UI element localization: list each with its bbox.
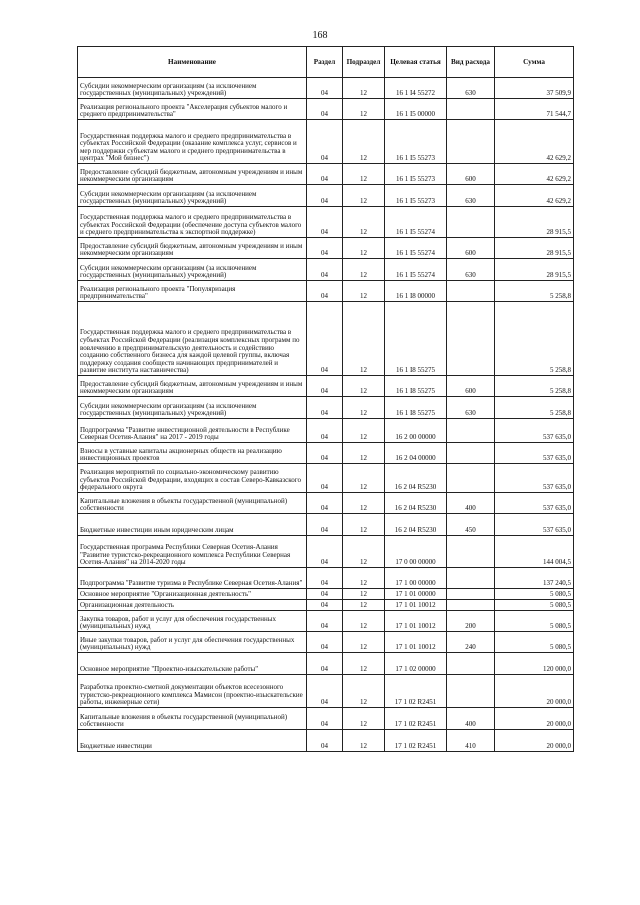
row-name: Основное мероприятие "Организационная деятельность" [78,589,307,600]
row-expense-type [447,589,495,600]
row-podrazdel: 12 [343,259,385,281]
row-expense-type [447,600,495,611]
row-expense-type [447,675,495,708]
row-target-article: 16 1 I8 55275 [385,376,447,397]
row-target-article: 16 2 04 R5230 [385,514,447,536]
row-razdel: 04 [307,536,343,568]
row-razdel: 04 [307,397,343,419]
row-podrazdel: 12 [343,730,385,752]
row-razdel: 04 [307,302,343,376]
row-razdel: 04 [307,708,343,730]
table-row [78,397,574,419]
row-razdel: 04 [307,419,343,443]
header-name: Наименование [78,47,307,78]
row-name: Иные закупки товаров, работ и услуг для обеспечения государственных (муниципальных) нужд [78,632,307,653]
row-podrazdel: 12 [343,464,385,493]
table-row [78,536,574,568]
row-name: Капитальные вложения в объекты государственной (муниципальной) собственности [78,493,307,514]
row-podrazdel: 12 [343,207,385,238]
row-name: Организационная деятельность [78,600,307,611]
row-expense-type: 410 [447,730,495,752]
row-target-article: 16 1 I5 55273 [385,164,447,185]
row-sum: 537 635,0 [495,464,574,493]
row-razdel: 04 [307,185,343,207]
row-podrazdel: 12 [343,632,385,653]
table-row [78,302,574,376]
row-podrazdel: 12 [343,376,385,397]
row-target-article: 16 2 04 R5230 [385,493,447,514]
row-razdel: 04 [307,238,343,259]
row-sum: 144 004,5 [495,536,574,568]
header-razdel: Раздел [307,47,343,78]
row-razdel: 04 [307,120,343,164]
row-podrazdel: 12 [343,653,385,675]
row-name: Реализация регионального проекта "Акселерация субъектов малого и среднего предпринимательства" [78,99,307,120]
row-razdel: 04 [307,281,343,302]
row-name: Реализация регионального проекта "Популяризация предпринимательства" [78,281,307,302]
row-sum: 137 240,5 [495,568,574,589]
row-target-article: 16 1 I8 55275 [385,302,447,376]
row-name: Государственная поддержка малого и среднего предпринимательства в субъектах Российской Федерации (оказание комплекса услуг, сервисов и мер поддержки субъектам малого и среднего предпринимательства в центрах "Мой бизнес") [78,120,307,164]
page-number: 168 [312,30,328,41]
row-expense-type [447,99,495,120]
row-expense-type: 240 [447,632,495,653]
table-row [78,238,574,259]
row-target-article: 17 1 01 10012 [385,632,447,653]
row-target-article: 17 1 01 10012 [385,611,447,632]
table-row [78,78,574,99]
row-sum: 5 258,8 [495,302,574,376]
row-podrazdel: 12 [343,589,385,600]
row-podrazdel: 12 [343,443,385,464]
row-sum: 537 635,0 [495,419,574,443]
row-target-article: 17 1 01 10012 [385,600,447,611]
row-podrazdel: 12 [343,675,385,708]
table-row [78,514,574,536]
row-podrazdel: 12 [343,185,385,207]
row-sum: 28 915,5 [495,238,574,259]
row-name: Бюджетные инвестиции [78,730,307,752]
row-podrazdel: 12 [343,397,385,419]
row-sum: 537 635,0 [495,443,574,464]
row-razdel: 04 [307,653,343,675]
row-sum: 5 258,8 [495,281,574,302]
row-sum: 5 080,5 [495,589,574,600]
row-expense-type [447,120,495,164]
header-podrazdel: Подраздел [343,47,385,78]
row-target-article: 16 1 I8 00000 [385,281,447,302]
row-name: Государственная поддержка малого и среднего предпринимательства в субъектах Российской Федерации (реализация комплексных программ по вовлечению в предпринимательскую деятельность и содействию созданию собственного бизнеса для каждой целевой группы, включая поддержку создания сообществ начинающих предпринимателей и развитие института наставничества) [78,302,307,376]
row-target-article: 16 1 I5 00000 [385,99,447,120]
row-name: Субсидии некоммерческим организациям (за исключением государственных (муниципальных) учреждений) [78,259,307,281]
table-row [78,259,574,281]
row-target-article: 16 1 I5 55274 [385,238,447,259]
row-razdel: 04 [307,376,343,397]
row-target-article: 16 2 04 R5230 [385,464,447,493]
table-row [78,99,574,120]
row-expense-type [447,464,495,493]
row-sum: 20 000,0 [495,675,574,708]
row-expense-type: 630 [447,259,495,281]
row-sum: 20 000,0 [495,730,574,752]
row-sum: 42 629,2 [495,185,574,207]
table-row [78,611,574,632]
row-podrazdel: 12 [343,281,385,302]
row-target-article: 17 1 02 R2451 [385,675,447,708]
row-sum: 537 635,0 [495,493,574,514]
row-name: Субсидии некоммерческим организациям (за исключением государственных (муниципальных) учреждений) [78,78,307,99]
table-header-row [78,47,574,78]
row-name: Реализация мероприятий по социально-экономическому развитию субъектов Российской Федерации, входящих в состав Северо-Кавказского федерального округа [78,464,307,493]
row-podrazdel: 12 [343,120,385,164]
row-name: Разработка проектно-сметной документации объектов всесезонного туристско-рекреационного комплекса Мамисон (проектно-изыскательские работы, инженерные сети) [78,675,307,708]
row-podrazdel: 12 [343,600,385,611]
row-target-article: 17 1 02 R2451 [385,730,447,752]
row-target-article: 17 0 00 00000 [385,536,447,568]
table-row [78,164,574,185]
row-name: Субсидии некоммерческим организациям (за исключением государственных (муниципальных) учреждений) [78,185,307,207]
row-razdel: 04 [307,589,343,600]
row-sum: 28 915,5 [495,259,574,281]
row-podrazdel: 12 [343,78,385,99]
row-target-article: 17 1 01 00000 [385,589,447,600]
row-sum: 5 258,8 [495,397,574,419]
row-sum: 42 629,2 [495,120,574,164]
table-row [78,443,574,464]
row-sum: 42 629,2 [495,164,574,185]
row-razdel: 04 [307,443,343,464]
row-sum: 120 000,0 [495,653,574,675]
row-sum: 5 080,5 [495,611,574,632]
row-expense-type: 450 [447,514,495,536]
row-razdel: 04 [307,730,343,752]
row-name: Предоставление субсидий бюджетным, автономным учреждениям и иным некоммерческим организациям [78,376,307,397]
row-expense-type [447,302,495,376]
row-name: Бюджетные инвестиции иным юридическим лицам [78,514,307,536]
row-sum: 5 258,8 [495,376,574,397]
row-razdel: 04 [307,78,343,99]
row-name: Подпрограмма "Развитие туризма в Республике Северная Осетия-Алания" [78,568,307,589]
row-sum: 5 080,5 [495,600,574,611]
row-name: Капитальные вложения в объекты государственной (муниципальной) собственности [78,708,307,730]
table-row [78,653,574,675]
row-target-article: 16 1 I5 55274 [385,259,447,281]
table-row [78,600,574,611]
row-name: Государственная программа Республики Северная Осетия-Алания "Развитие туристско-рекреационного комплекса Республики Северная Осетия-Алания" на 2014-2020 годы [78,536,307,568]
row-razdel: 04 [307,493,343,514]
table-row [78,464,574,493]
row-razdel: 04 [307,568,343,589]
table-row [78,120,574,164]
row-podrazdel: 12 [343,536,385,568]
row-razdel: 04 [307,99,343,120]
row-target-article: 17 1 02 00000 [385,653,447,675]
row-podrazdel: 12 [343,611,385,632]
row-target-article: 16 2 04 00000 [385,443,447,464]
table-row [78,675,574,708]
row-podrazdel: 12 [343,568,385,589]
budget-table [77,46,574,752]
row-sum: 71 544,7 [495,99,574,120]
row-target-article: 16 1 I5 55273 [385,185,447,207]
row-expense-type: 600 [447,238,495,259]
row-razdel: 04 [307,675,343,708]
row-target-article: 16 2 00 00000 [385,419,447,443]
row-podrazdel: 12 [343,302,385,376]
table-row [78,376,574,397]
row-expense-type [447,419,495,443]
row-name: Государственная поддержка малого и среднего предпринимательства в субъектах Российской Федерации (обеспечение доступа субъектов малого и среднего предпринимательства к экспортной поддержке) [78,207,307,238]
table-row [78,185,574,207]
row-target-article: 16 1 I4 55272 [385,78,447,99]
table-row [78,589,574,600]
table-row [78,493,574,514]
row-name: Предоставление субсидий бюджетным, автономным учреждениям и иным некоммерческим организациям [78,238,307,259]
table-row [78,708,574,730]
table-row [78,730,574,752]
row-razdel: 04 [307,259,343,281]
row-expense-type [447,568,495,589]
row-razdel: 04 [307,464,343,493]
row-razdel: 04 [307,632,343,653]
row-podrazdel: 12 [343,493,385,514]
row-name: Субсидии некоммерческим организациям (за исключением государственных (муниципальных) учреждений) [78,397,307,419]
row-expense-type [447,536,495,568]
header-sum: Сумма [495,47,574,78]
row-expense-type: 200 [447,611,495,632]
header-expense-type: Вид расхода [447,47,495,78]
table-row [78,419,574,443]
row-razdel: 04 [307,600,343,611]
row-name: Основное мероприятие "Проектно-изыскательские работы" [78,653,307,675]
row-name: Предоставление субсидий бюджетным, автономным учреждениям и иным некоммерческим организациям [78,164,307,185]
row-expense-type [447,281,495,302]
row-expense-type: 630 [447,78,495,99]
row-podrazdel: 12 [343,708,385,730]
row-expense-type [447,653,495,675]
row-podrazdel: 12 [343,164,385,185]
row-razdel: 04 [307,164,343,185]
row-sum: 20 000,0 [495,708,574,730]
table-row [78,568,574,589]
table-row [78,632,574,653]
row-name: Подпрограмма "Развитие инвестиционной деятельности в Республике Северная Осетия-Алания" на 2017 - 2019 годы [78,419,307,443]
row-razdel: 04 [307,611,343,632]
row-target-article: 17 1 00 00000 [385,568,447,589]
row-sum: 28 915,5 [495,207,574,238]
row-razdel: 04 [307,207,343,238]
row-sum: 5 080,5 [495,632,574,653]
row-expense-type: 600 [447,376,495,397]
row-expense-type: 630 [447,397,495,419]
row-podrazdel: 12 [343,99,385,120]
row-podrazdel: 12 [343,419,385,443]
table-row [78,207,574,238]
row-sum: 537 635,0 [495,514,574,536]
row-target-article: 16 1 I8 55275 [385,397,447,419]
header-target-article: Целевая статья [385,47,447,78]
row-expense-type: 630 [447,185,495,207]
row-sum: 37 509,9 [495,78,574,99]
row-expense-type: 400 [447,493,495,514]
row-expense-type [447,207,495,238]
row-podrazdel: 12 [343,238,385,259]
table-row [78,281,574,302]
row-razdel: 04 [307,514,343,536]
row-expense-type [447,443,495,464]
row-target-article: 17 1 02 R2451 [385,708,447,730]
row-expense-type: 600 [447,164,495,185]
row-podrazdel: 12 [343,514,385,536]
row-target-article: 16 1 I5 55274 [385,207,447,238]
row-target-article: 16 1 I5 55273 [385,120,447,164]
row-expense-type: 400 [447,708,495,730]
row-name: Закупка товаров, работ и услуг для обеспечения государственных (муниципальных) нужд [78,611,307,632]
row-name: Взносы в уставные капиталы акционерных обществ на реализацию инвестиционных проектов [78,443,307,464]
